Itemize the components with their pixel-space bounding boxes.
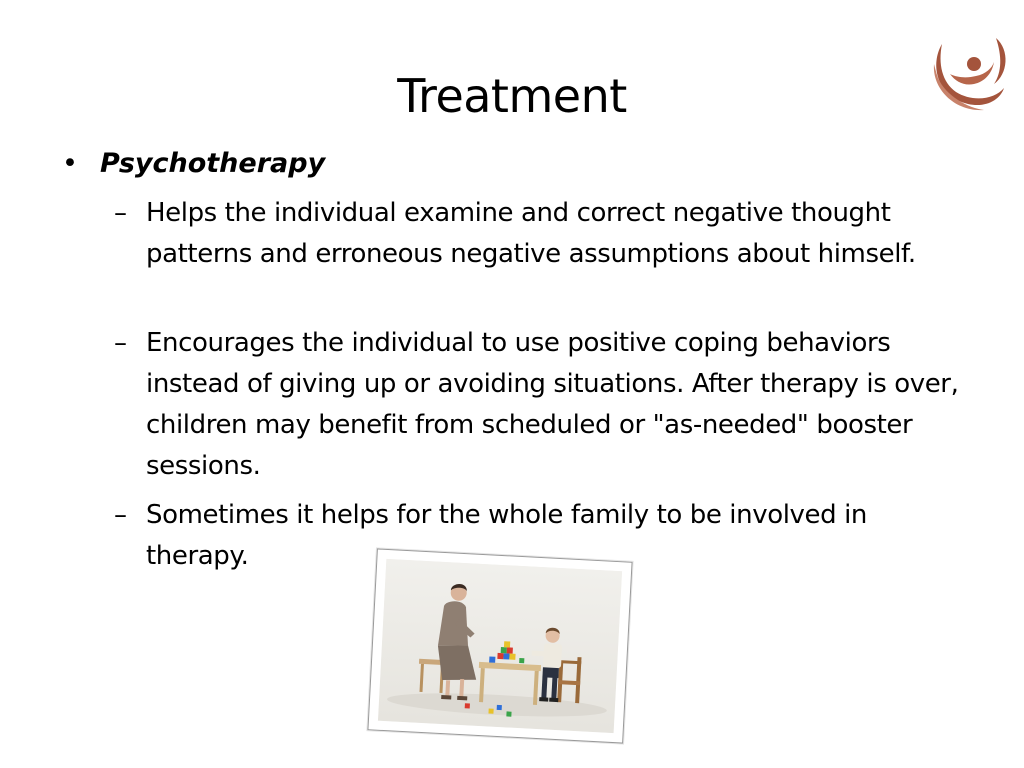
sub-bullet-marker: –	[114, 198, 127, 228]
sub-bullet-1	[114, 193, 964, 275]
bullet-text: Psychotherapy	[100, 148, 326, 179]
sub-bullet-marker: –	[114, 328, 127, 358]
sub-bullet-marker: –	[114, 500, 127, 530]
photo-frame	[367, 548, 632, 743]
therapy-session-photo	[378, 559, 622, 733]
sub-bullet-text: Sometimes it helps for the whole family to be involved in therapy.	[146, 500, 867, 571]
slide-title: Treatment	[397, 69, 627, 123]
sub-bullet-text: Encourages the individual to use positive coping behaviors instead of giving up or avoiding situations. After therapy is over, children may benefit from scheduled or "as-needed" booster sessions.	[146, 328, 959, 481]
therapy-scene-illustration	[378, 559, 622, 733]
sub-bullet-text: Helps the individual examine and correct negative thought patterns and erroneous negative assumptions about himself.	[146, 198, 916, 269]
sub-bullet-2	[114, 323, 964, 487]
bullet-marker: •	[62, 148, 78, 179]
